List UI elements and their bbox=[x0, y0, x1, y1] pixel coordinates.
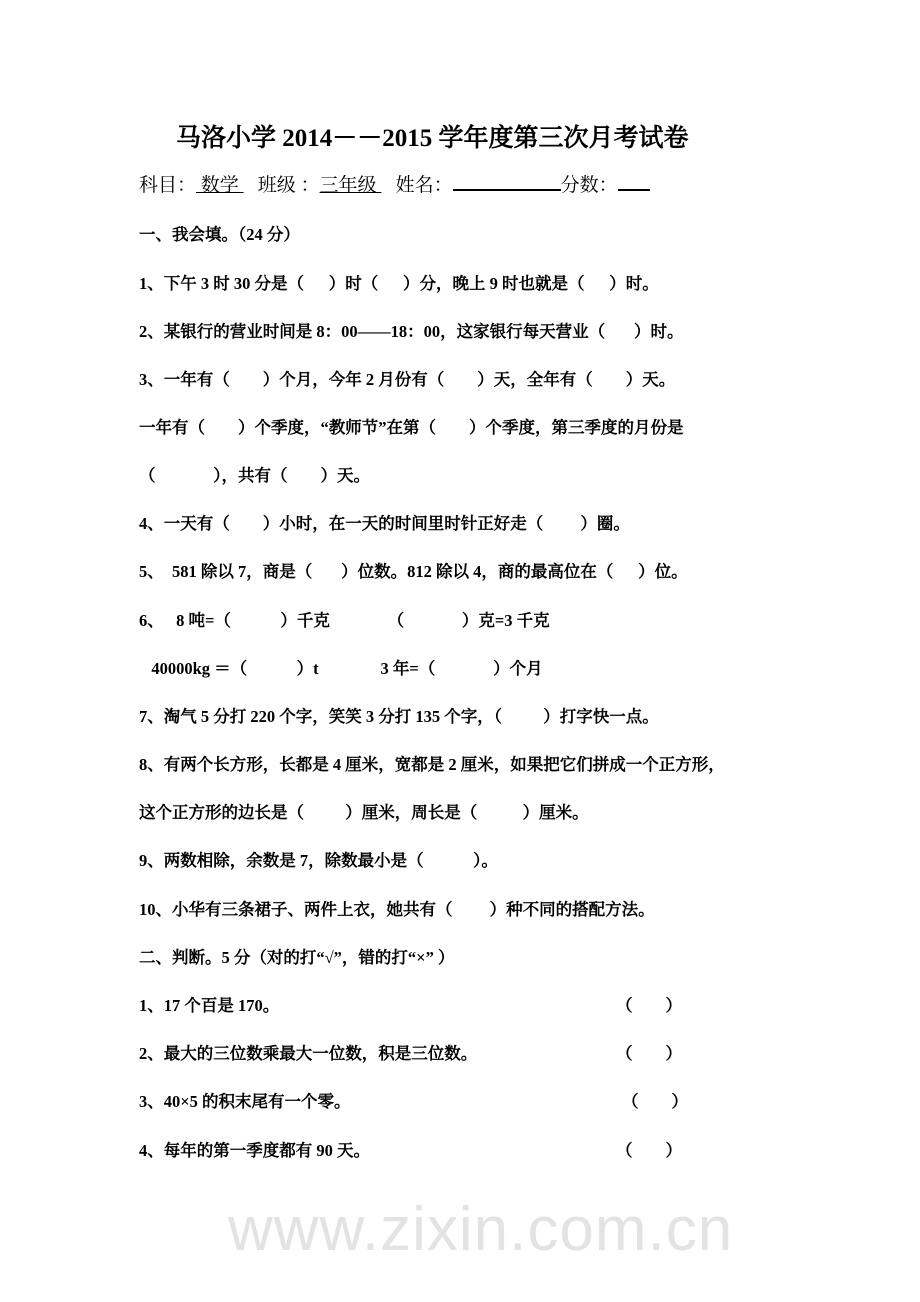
exam-info-row bbox=[139, 170, 650, 197]
question-line: 2、某银行的营业时间是 8：00——18：00，这家银行每天营业（ ）时。 bbox=[139, 322, 684, 341]
answer-paren[interactable]: （ ） bbox=[622, 1092, 688, 1111]
question-line: 8、有两个长方形，长都是 4 厘米，宽都是 2 厘米，如果把它们拼成一个正方形， bbox=[139, 755, 725, 774]
question-line: 3、一年有（ ）个月，今年 2 月份有（ ）天，全年有（ ）天。 bbox=[139, 370, 676, 389]
question-line: 40000kg ＝（ ）t 3 年=（ ）个月 bbox=[139, 659, 543, 678]
question-line: 1、下午 3 时 30 分是（ ）时（ ）分，晚上 9 时也就是（ ）时。 bbox=[139, 274, 659, 293]
watermark: www.zixin.com.cn bbox=[228, 1195, 734, 1264]
question-line: 10、小华有三条裙子、两件上衣，她共有（ ）种不同的搭配方法。 bbox=[139, 900, 655, 919]
question-line: （ ），共有（ ）天。 bbox=[139, 466, 370, 485]
section-heading-judge: 二、判断。5 分（对的打“√”，错的打“×” ） bbox=[139, 948, 455, 967]
judge-question: 3、40×5 的积末尾有一个零。 bbox=[139, 1092, 351, 1111]
question-line: 4、一天有（ ）小时，在一天的时间里时针正好走（ ）圈。 bbox=[139, 514, 630, 533]
judge-question: 4、每年的第一季度都有 90 天。 bbox=[139, 1141, 370, 1160]
question-line: 9、两数相除，余数是 7，除数最小是（ ）。 bbox=[139, 851, 498, 870]
class-label: 班级 ： bbox=[257, 175, 320, 196]
answer-paren[interactable]: （ ） bbox=[616, 996, 682, 1015]
score-blank[interactable] bbox=[618, 171, 650, 191]
class-value: 三年级 bbox=[319, 175, 382, 196]
question-line: 5、 581 除以 7，商是（ ）位数。812 除以 4，商的最高位在（ ）位。 bbox=[139, 562, 688, 581]
judge-question: 1、17 个百是 170。 bbox=[139, 996, 280, 1015]
subject-label: 科目： bbox=[139, 175, 197, 196]
score-label: 分数： bbox=[560, 175, 618, 196]
question-line: 6、 8 吨=（ ）千克 （ ）克=3 千克 bbox=[139, 611, 550, 630]
page-title: 马洛小学 2014－－2015 学年度第三次月考试卷 bbox=[176, 125, 689, 152]
answer-paren[interactable]: （ ） bbox=[616, 1044, 682, 1063]
question-line: 这个正方形的边长是（ ）厘米，周长是（ ）厘米。 bbox=[139, 803, 589, 822]
judge-question: 2、最大的三位数乘最大一位数，积是三位数。 bbox=[139, 1044, 478, 1063]
subject-value: 数学 bbox=[196, 175, 244, 196]
answer-paren[interactable]: （ ） bbox=[616, 1141, 682, 1160]
question-line: 7、淘气 5 分打 220 个字，笑笑 3 分打 135 个字，（ ）打字快一点。 bbox=[139, 707, 659, 726]
question-line: 一年有（ ）个季度，“教师节”在第（ ）个季度，第三季度的月份是 bbox=[139, 418, 684, 437]
section-heading-fill: 一、我会填。（24 分） bbox=[139, 225, 300, 244]
name-label: 姓名： bbox=[395, 175, 453, 196]
name-blank[interactable] bbox=[453, 171, 561, 191]
